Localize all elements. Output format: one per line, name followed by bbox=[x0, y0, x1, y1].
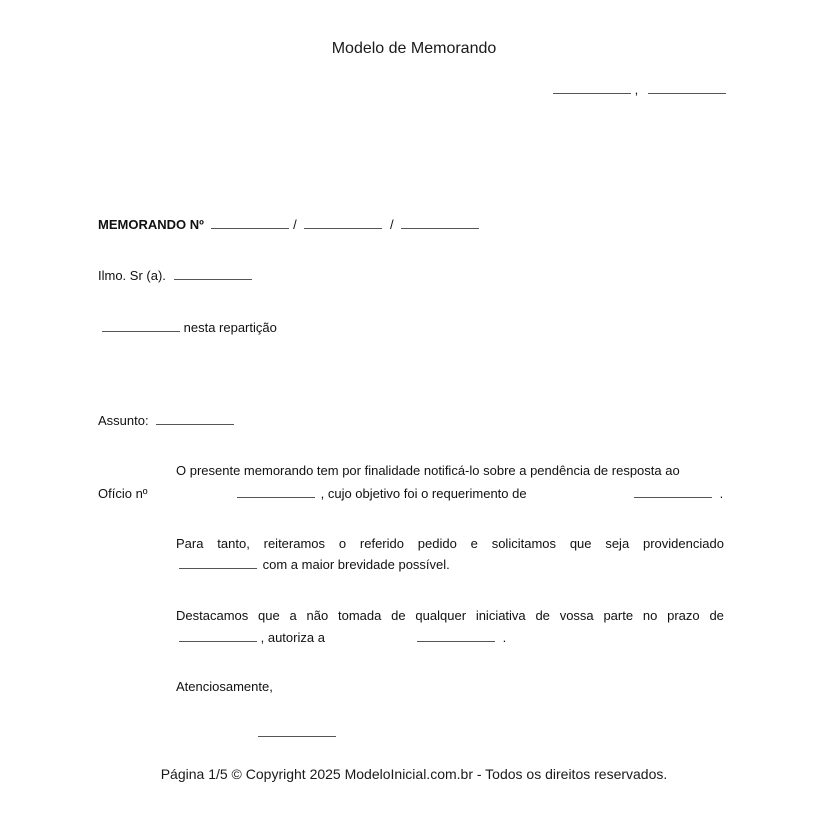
paragraph-2-line-1 bbox=[176, 536, 724, 552]
word: que bbox=[258, 608, 280, 623]
recipient-blank bbox=[174, 268, 252, 280]
word: referido bbox=[359, 536, 404, 551]
word: reiteramos bbox=[263, 536, 326, 551]
recipient-line bbox=[98, 268, 252, 284]
signature-blank bbox=[258, 725, 336, 737]
department-blank bbox=[102, 320, 180, 332]
word: tanto, bbox=[217, 536, 250, 551]
request-blank bbox=[634, 486, 712, 498]
memo-separator-2: / bbox=[389, 217, 394, 232]
oficio-number-blank bbox=[237, 486, 315, 498]
paragraph-2-line-2 bbox=[179, 557, 450, 573]
date-line bbox=[553, 82, 726, 98]
memo-number-line bbox=[98, 217, 479, 233]
recipient-label: Ilmo. Sr (a). bbox=[98, 268, 166, 283]
word: Para bbox=[176, 536, 204, 551]
paragraph-3-line-2-end bbox=[417, 630, 506, 646]
word: e bbox=[470, 536, 478, 551]
subject-blank bbox=[156, 413, 234, 425]
paragraph-1-line-2-end bbox=[634, 486, 723, 502]
word: solicitamos bbox=[491, 536, 556, 551]
paragraph-1-line-2 bbox=[237, 486, 527, 502]
word: no bbox=[642, 608, 658, 623]
word: parte bbox=[603, 608, 634, 623]
paragraph-1-middle: , cujo objetivo foi o requerimento de bbox=[320, 486, 527, 501]
subject-line bbox=[98, 413, 234, 429]
word: vossa bbox=[559, 608, 594, 623]
word: iniciativa bbox=[475, 608, 526, 623]
memo-number-label: MEMORANDO Nº bbox=[98, 217, 204, 232]
memo-separator-1: / bbox=[293, 217, 297, 232]
memo-number-blank-3 bbox=[401, 217, 479, 229]
paragraph-1-line-1: O presente memorando tem por finalidade notificá-lo sobre a pendência de resposta ao bbox=[176, 463, 680, 478]
word: de bbox=[709, 608, 724, 623]
document-title: Modelo de Memorando bbox=[331, 40, 497, 57]
deadline-blank bbox=[179, 630, 257, 642]
paragraph-3-line-1 bbox=[176, 608, 724, 624]
provision-blank bbox=[179, 557, 257, 569]
date-separator: , bbox=[634, 82, 639, 97]
word: não bbox=[306, 608, 329, 623]
department-suffix: nesta repartição bbox=[183, 320, 277, 335]
date-blank bbox=[648, 82, 726, 94]
word: a bbox=[289, 608, 297, 623]
department-line bbox=[102, 320, 277, 336]
paragraph-3-end: . bbox=[502, 630, 507, 645]
signature-line bbox=[258, 725, 336, 741]
word: prazo bbox=[667, 608, 700, 623]
paragraph-3-line-2 bbox=[179, 630, 325, 646]
city-blank bbox=[553, 82, 631, 94]
memo-number-blank-1 bbox=[211, 217, 289, 229]
word: que bbox=[569, 536, 592, 551]
memo-number-blank-2 bbox=[304, 217, 382, 229]
word: de bbox=[391, 608, 406, 623]
paragraph-1-end: . bbox=[719, 486, 724, 501]
word: Destacamos bbox=[176, 608, 249, 623]
page-footer: Página 1/5 © Copyright 2025 ModeloInicial.com.br - Todos os direitos reservados. bbox=[160, 766, 668, 782]
authorize-blank bbox=[417, 630, 495, 642]
paragraph-3-middle: , autoriza a bbox=[260, 630, 325, 645]
word: seja bbox=[605, 536, 630, 551]
word: de bbox=[535, 608, 550, 623]
word: providenciado bbox=[643, 536, 724, 551]
word: o bbox=[338, 536, 347, 551]
word: tomada bbox=[338, 608, 382, 623]
subject-label: Assunto: bbox=[98, 413, 149, 428]
paragraph-2-end: com a maior brevidade possível. bbox=[262, 557, 450, 572]
oficio-label: Ofício nº bbox=[98, 486, 148, 501]
closing: Atenciosamente, bbox=[176, 679, 273, 694]
word: pedido bbox=[417, 536, 457, 551]
word: qualquer bbox=[415, 608, 467, 623]
